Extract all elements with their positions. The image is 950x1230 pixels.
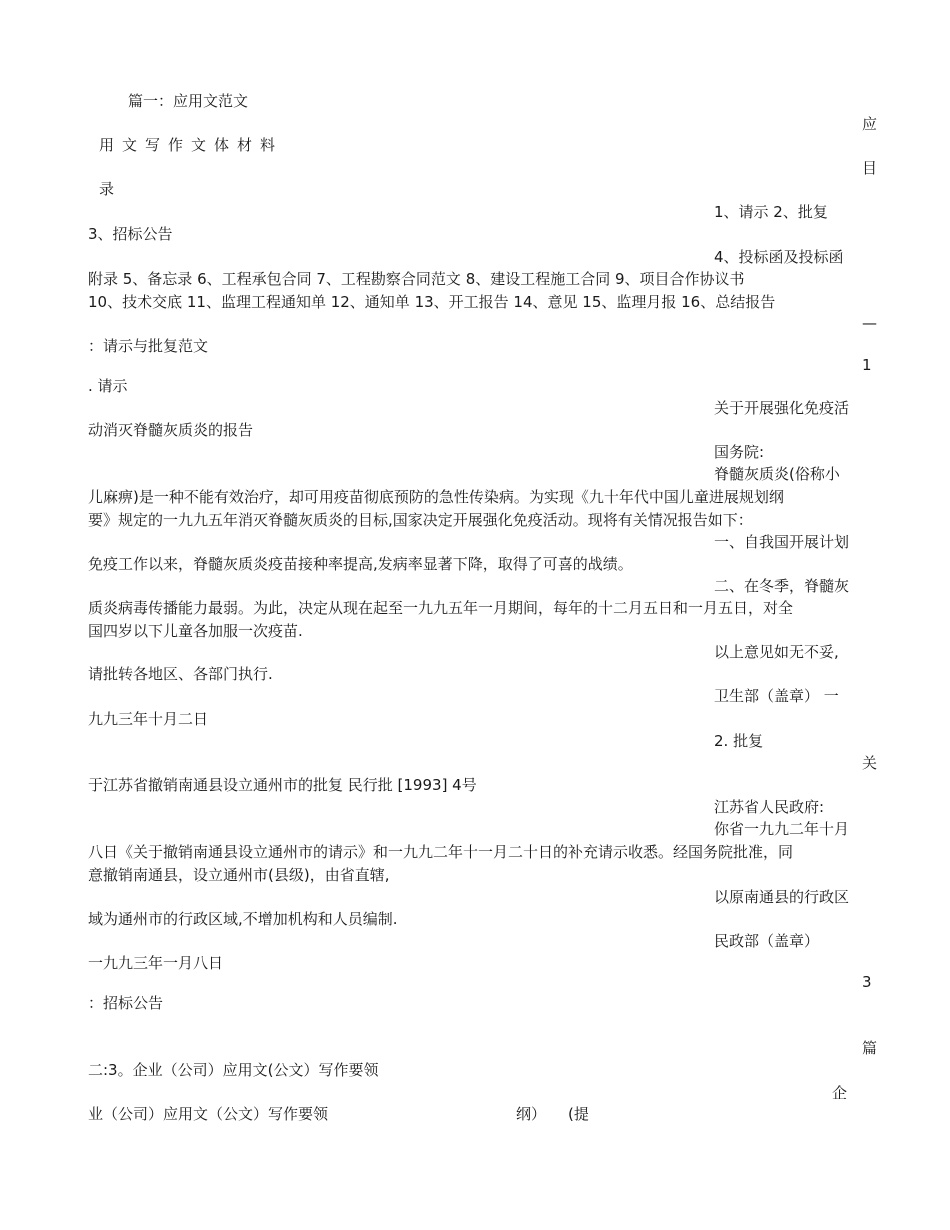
para3-line2: 国四岁以下儿童各加服一次疫苗. [88, 622, 303, 640]
margin-char-mu: 目 [862, 159, 878, 177]
last-line-right: (提 [568, 1105, 589, 1123]
margin-char-ying: 应 [862, 115, 878, 133]
para5-line1: 八日《关于撤销南通县设立通州市的请示》和一九九二年十一月二十日的补充请示收悉。经国务院批准，同 [88, 843, 794, 861]
last-line-left: 业（公司）应用文（公文）写作要领 [88, 1105, 329, 1123]
para5-start: 你省一九九二年十月 [714, 820, 850, 838]
toc-item-4: 4、投标函及投标函 [714, 248, 844, 266]
addressee: 国务院: [714, 443, 765, 461]
margin-char-pian: 篇 [862, 1039, 878, 1057]
date-1: 九九三年十月二日 [88, 710, 209, 728]
para4-line1: 请批转各地区、各部门执行. [88, 665, 273, 683]
last-line-mid: 纲） [516, 1105, 547, 1123]
report-title-part2: 动消灭脊髓灰质炎的报告 [88, 421, 254, 439]
para3-line1: 质炎病毒传播能力最弱。为此，决定从现在起至一九九五年一月期间，每年的十二月五日和一月五日，对全 [88, 599, 794, 617]
section-title: ：请示与批复范文 [88, 337, 209, 355]
section-title-3: ：招标公告 [88, 994, 164, 1012]
toc-item-3: 3、招标公告 [88, 225, 173, 243]
para4-start: 以上意见如无不妥, [714, 643, 839, 661]
doc-title: 用文写作文体材料 [99, 136, 284, 154]
margin-char-3: 3 [862, 973, 872, 991]
para1-line1: 儿麻痹)是一种不能有效治疗，却可用疫苗彻底预防的急性传染病。为实现《九十年代中国儿童进展规划纲 [88, 488, 784, 506]
addressee-2: 江苏省人民政府: [714, 798, 825, 816]
para6-start: 以原南通县的行政区 [714, 888, 850, 906]
margin-char-qi: 企 [832, 1084, 848, 1102]
toc-line-b: 10、技术交底 11、监理工程通知单 12、通知单 13、开工报告 14、意见 15、监理月报 16、总结报告 [88, 293, 776, 311]
margin-char-dash: — [862, 314, 877, 332]
toc-line-a: 附录 5、备忘录 6、工程承包合同 7、工程勘察合同范文 8、建设工程施工合同 9、项目合作协议书 [88, 270, 745, 288]
date-2: 一九九三年一月八日 [88, 954, 224, 972]
para6-line1: 域为通州市的行政区域,不增加机构和人员编制. [88, 910, 398, 928]
report-title-part1: 关于开展强化免疫活 [714, 399, 850, 417]
margin-char-guan: 关 [862, 754, 878, 772]
signature-2: 民政部（盖章） [714, 932, 820, 950]
toc-item-right: 1、请示 2、批复 [714, 203, 828, 221]
para3-start: 二、在冬季，脊髓灰 [714, 577, 850, 595]
para1-start: 脊髓灰质炎(俗称小 [714, 465, 840, 483]
margin-char-1: 1 [862, 356, 872, 374]
para5-line2: 意撤销南通县，设立通州市(县级)，由省直辖, [88, 866, 390, 884]
toc-label: 录 [99, 180, 115, 198]
reply-title: 于江苏省撤销南通县设立通州市的批复 民行批 [1993] 4号 [88, 776, 477, 794]
subsection-pifu: 2. 批复 [714, 732, 764, 750]
subsection-qingshi: . 请示 [88, 377, 128, 395]
signature-1: 卫生部（盖章） 一 [714, 687, 839, 705]
para1-line2: 要》规定的一九九五年消灭脊髓灰质炎的目标,国家决定开展强化免疫活动。现将有关情况报告如下： [88, 511, 753, 529]
para2-line1: 免疫工作以来，脊髓灰质炎疫苗接种率提高,发病率显著下降，取得了可喜的战绩。 [88, 555, 633, 573]
para2-start: 一、自我国开展计划 [714, 533, 850, 551]
doc-heading: 篇一：应用文范文 [128, 92, 249, 110]
part2-title: 二:3。企业（公司）应用文(公文）写作要领 [88, 1061, 379, 1079]
